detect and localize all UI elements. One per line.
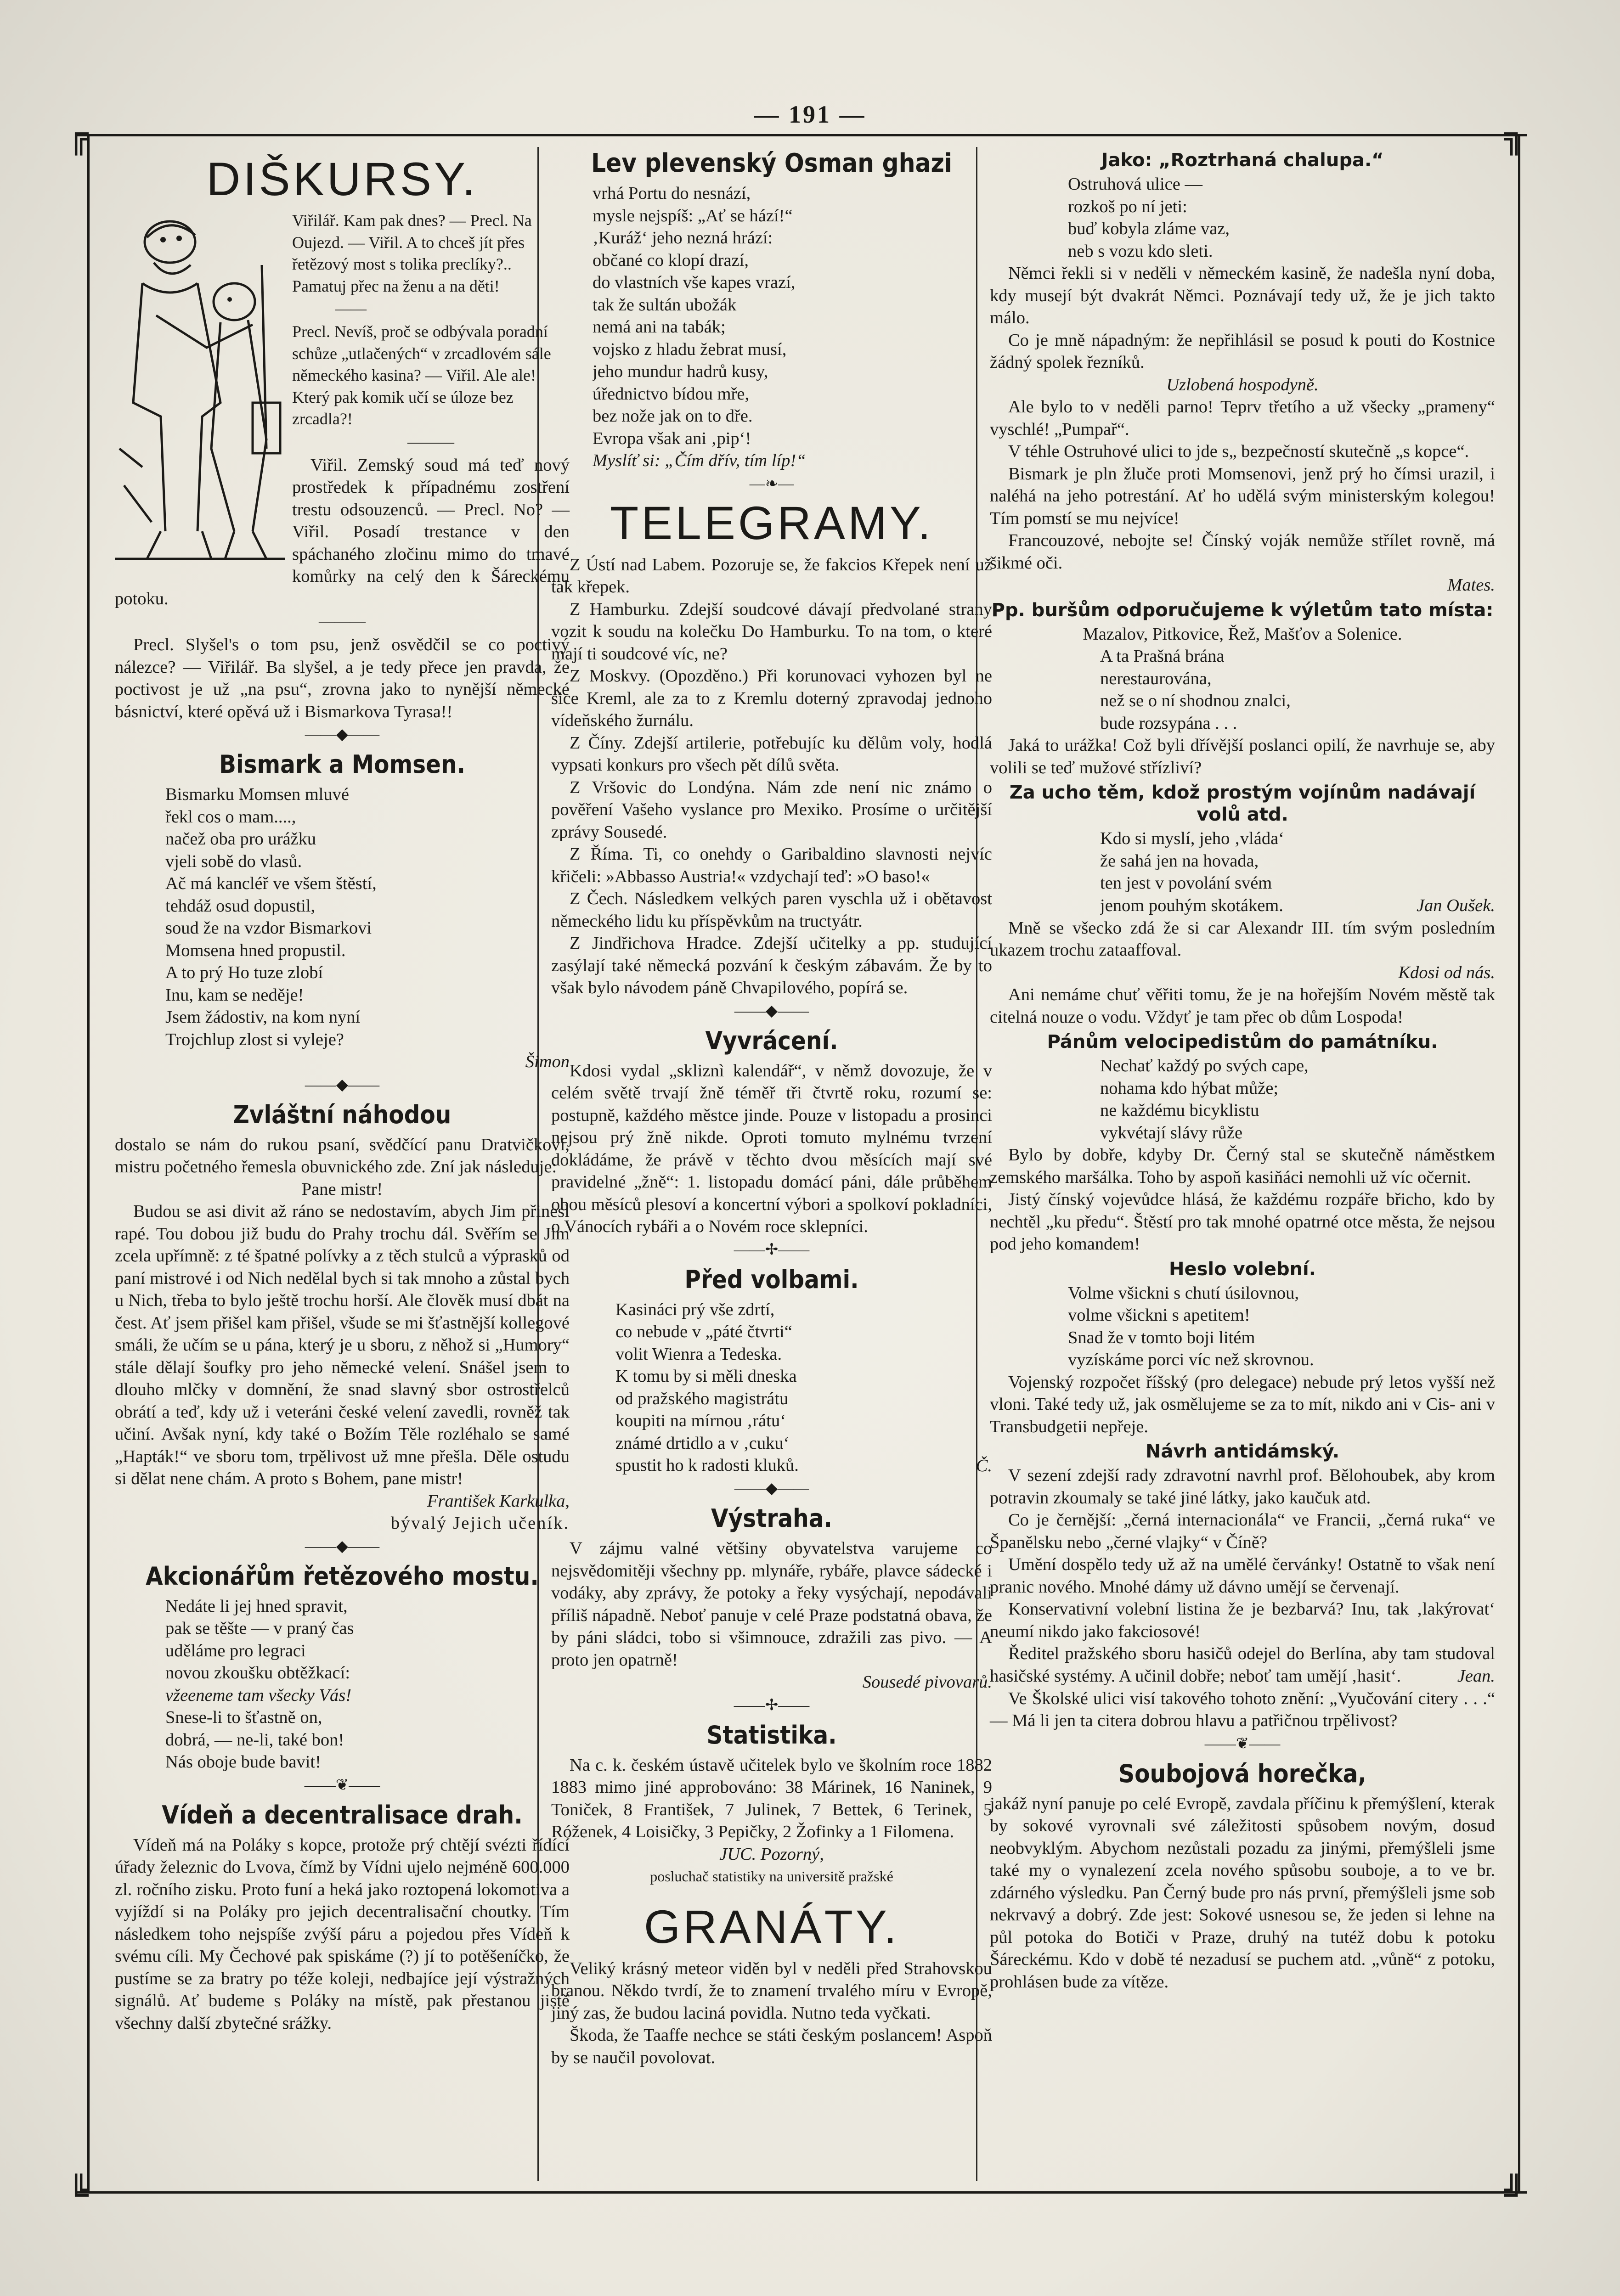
item-bismark: Bismark je pln žluče proti Momsenovi, jenž prý ho čímsi urazil, i naléhá na jeho potrestání. Ať ho udělá svým ministerským kolegou! Tím pomstí se mu nejvíce! xyxy=(990,464,1495,528)
statistika-signature: JUC. Pozorný, xyxy=(719,1844,824,1864)
verse-line: uděláme pro legraci xyxy=(165,1641,306,1660)
statistika-body: Na c. k. českém ústavě učitelek bylo ve školním roce 1882 1883 mimo jiné approbováno: 38 Márinek, 16 Naninek, 9 Toniček, 8 František, 7 Julinek, 7 Bettek, 6 Terinek, 5 Róženek, 4 Loisičky, 3 Pepičky, 2 Žofinky a 1 Filomena. xyxy=(551,1755,992,1841)
ornament-divider: ——❦—— xyxy=(1204,1735,1281,1752)
verse-line: jeho mundur hadrů kusy, xyxy=(593,362,768,381)
brana-verse xyxy=(990,645,1495,734)
vyvraceni-body: Kdosi vydal „skliznì kalendář“, v němž dovozuje, že v celém světě trvají žně téměř tři čtvrtě roku, rozumí se: postupně, každého městce jinde. Pouze v listopadu a prosinci nejsou prý žně nikde. Oproti tomuto mylnému tvrzení dokládáme, že právě v těchto dvou měsících mají své pravidelné „žně“: 1. listopadu domácí páni, dále průběhem obou měsíců plesoví a koncertní výbori a spolkoví pokladníci, o Vánocích rybáři a o Novém roce sklepníci. xyxy=(551,1061,992,1236)
verse-line: K tomu by si měli dneska xyxy=(615,1367,797,1386)
viden-body: Vídeň má na Poláky s kopce, protože prý chtějí svézti řídící úřady železnic do Lvova, čímž by Vídni ujelo nejméně 600.000 zl. ročního zisku. Proto funí a heká jako roztopená lokomotiva a vyjíždí si na Poláky pro jejich decentralisační choutky. Tím následkem toho nejspíše zvýší páru a pojedou přes Vídeň k svému cíli. My Čechové pak spiskáme (?) jí to potěšeníčko, že pustíme se za bratry po téže koleji, nedbajíce její výstražných signálů. Ať budeme s Poláky na místě, pak přestanou jistě všechny další zbytečné srážky. xyxy=(115,1835,570,2033)
nahoda-title: Zvláštní náhodou xyxy=(233,1100,452,1129)
ornament-divider: ——◆—— xyxy=(734,1002,809,1019)
verse-line: novou zkoušku obtěžkací: xyxy=(165,1663,350,1683)
verse-line: Volme všickni s chutí úsilovnou, xyxy=(1068,1283,1299,1303)
verse-line: vyzískáme porci víc než skrovnou. xyxy=(1068,1350,1314,1369)
item-alex: Mně se všecko zdá že si car Alexandr III. tím svým posledním ukazem trochu zataaffoval. xyxy=(990,918,1495,960)
volby-verse xyxy=(551,1299,992,1477)
verse-line: neb s vozu kdo sleti. xyxy=(1068,241,1213,261)
ornament-divider: ——◆—— xyxy=(305,1537,380,1555)
column-3 xyxy=(990,149,1495,1993)
short-rule: ——— xyxy=(407,433,454,450)
lev-verse xyxy=(551,182,992,472)
statistika-signature-line2: posluchač statistiky na universitě pražské xyxy=(650,1868,893,1885)
verse-line: bez nože jak on to dře. xyxy=(593,406,753,426)
item-napad: Co je mně nápadným: že nepřihlásil se posud k pouti do Kostnice žádný spolek řezníků. xyxy=(990,330,1495,372)
short-rule: ——— xyxy=(319,613,366,630)
verse-line: Inu, kam se neděje! xyxy=(165,985,304,1005)
telegramy-title: TELEGRAMY. xyxy=(610,496,934,549)
verse-line: nemá ani na tabák; xyxy=(593,317,726,337)
two-men-sketch-icon xyxy=(115,210,285,563)
verse-line: Nechať každý po svých cape, xyxy=(1100,1056,1309,1075)
item-umeni: Umění dospělo tedy už až na umělé červánky! Ostatně to však není pranic nového. Mnohé dámy už dávno umějí se červenají. xyxy=(990,1555,1495,1597)
heslo-verse xyxy=(990,1282,1495,1371)
dialog-paragraph-4: Precl. Slyšel's o tom psu, jenž osvědčil se co poctivý nálezce? — Viřilář. Ba slyšel, a je tedy přece jen pravda, že poctivost je už „na psu“, zrovna jako to nynější německé básnictví, které opěvá už i Bismarkova Tyrasa!! xyxy=(115,635,570,721)
verse-line: známé drtidlo a v ‚cuku‘ xyxy=(615,1433,790,1453)
verse-line: občané co klopí drazí, xyxy=(593,250,749,270)
item-konz: Konservativní volební listina že je bezbarvá? Inu, tak ‚lakýrovat‘ neumí nikdo jako fakciosové! xyxy=(990,1599,1495,1641)
verse-line: Evropa však ani ‚pip‘! xyxy=(593,428,751,448)
velo-verse xyxy=(990,1055,1495,1144)
item-urazka: Jaká to urážka! Což byli dřívější poslanci opilí, že navrhuje se, aby volili se teď mužové střízliví? xyxy=(990,736,1495,777)
granaty-paragraph: Veliký krásný meteor viděn byl v neděli před Strahovskou branou. Někdo tvrdí, že to znamení trvalého míru v Evropě, jiný zas, že budou laciná povidla. Nutno teda vyčkati. xyxy=(551,1958,992,2023)
verse-line: mysle nejspíš: „Ať se hází!“ xyxy=(593,206,793,225)
short-rule: —— xyxy=(335,300,367,317)
nahoda-salutation: Pane mistr! xyxy=(301,1179,383,1199)
dialog-paragraph-3: Viřil. Zemský soud má teď nový prostředek k případnému zostření trestu odsouzenců. — Precl. No? — Viřil. Posadí trestance v den spáchaného zločinu mimo do tmavé komůrky na celý den k Šáreckému potoku. xyxy=(115,455,570,608)
jako-title: Jako: „Roztrhaná chalupa.“ xyxy=(1101,150,1384,171)
soubojova-title: Soubojová horečka, xyxy=(1118,1759,1366,1788)
verse-line: že sahá jen na hovada, xyxy=(1100,851,1259,871)
item-napad-signature: Uzlobená hospodyně. xyxy=(1166,375,1319,394)
item-cernejsi: Co je černější: „černá internacionála“ ve Francii, „černá ruka“ ve Španělsku nebo „černé vlajky“ v Číně? xyxy=(990,1510,1495,1552)
item-cerny: Bylo by dobře, kdyby Dr. Černý stal se skutečně náměstkem zemského maršálka. Toho by aspoň kasiňáci nemohli už víc očernit. xyxy=(990,1145,1495,1187)
verse-line: bude rozsypána . . . xyxy=(1100,713,1237,733)
volby-title: Před volbami. xyxy=(684,1265,859,1294)
bismark-title: Bismark a Momsen. xyxy=(219,750,466,779)
item-alex-signature: Kdosi od nás. xyxy=(1398,962,1495,982)
verse-line: A ta Prašná brána xyxy=(1100,647,1225,666)
ucho-title: Za ucho těm, kdož prostým vojínům nadávají volů atd. xyxy=(1009,782,1476,825)
velo-title: Pánům velocipedistům do památníku. xyxy=(1047,1031,1438,1052)
viden-title: Vídeň a decentralisace drah. xyxy=(162,1800,523,1829)
telegram-item: Z Čech. Následkem velkých paren vyschla už i obětavost německého lidu ku příspěvkům na tructyátr. xyxy=(551,889,992,931)
verse-line: vrhá Portu do nesnází, xyxy=(593,184,751,203)
verse-line: koupiti na mírnou ‚rátu‘ xyxy=(615,1411,786,1430)
bursum-places: Mazalov, Pitkovice, Řež, Mašťov a Solenice. xyxy=(1083,624,1402,644)
volby-signature: Č. xyxy=(976,1456,992,1475)
verse-line: nohama kdo hýbat může; xyxy=(1100,1078,1279,1098)
verse-line: buď kobyla zláme vaz, xyxy=(1068,219,1230,238)
verse-line: pak se těšte — v praný čas xyxy=(165,1619,354,1638)
page-number: — 191 — xyxy=(754,101,866,128)
verse-line: vjeli sobě do vlasů. xyxy=(165,851,302,871)
verse-line: dobrá, — ne-li, také bon! xyxy=(165,1730,344,1750)
telegram-item: Z Jindřichova Hradce. Zdejší učitelky a pp. studující zasýlají také německá pozvání k českým zábavám. Že by to však bylo návodem páně Chvapilového, popírá se. xyxy=(551,934,992,997)
telegram-item: Z Číny. Zdejší artilerie, potřebujíc ku dělům voly, hodlá vypsati konkurs pro všech pět dílů světa. xyxy=(551,733,992,775)
verse-line: Bismarku Momsen mluvé xyxy=(165,785,349,804)
akcionari-title: Akcionářům řetězového mostu. xyxy=(146,1561,539,1591)
granaty-paragraph: Škoda, že Taaffe nechce se státi českým poslancem! Aspoň by se naučil povolovat. xyxy=(551,2026,992,2067)
verse-line: Momsena hned propustil. xyxy=(165,940,346,960)
item-hasic-signature: Jean. xyxy=(1457,1666,1495,1686)
akcionari-verse xyxy=(115,1595,570,1773)
corner-ornament-tr: ╗ xyxy=(1504,118,1524,155)
verse-line: Nás oboje bude bavit! xyxy=(165,1752,321,1772)
antidam-title: Návrh antidámský. xyxy=(1145,1441,1340,1462)
ornament-divider: —❧— xyxy=(749,475,794,492)
dialog-paragraph-2: Precl. Nevíš, proč se odbývala poradní schůze „utlačených“ v zrcadlovém sále německého kasina? — Viřil. Ale ale! Který pak komik učí se úloze bez zrcadla?! xyxy=(292,322,551,428)
verse-line: Snad že v tomto boji litém xyxy=(1068,1328,1255,1347)
verse-line: nerestaurována, xyxy=(1100,669,1212,688)
corner-ornament-bl: ╚ xyxy=(69,2174,89,2212)
verse-line: soud že na vzdor Bismarkovi xyxy=(165,918,372,938)
ornament-divider: ——✢—— xyxy=(734,1241,810,1258)
item-skol: Ve Školské ulici visí takového tohoto znění: „Vyučování citery . . .“ — Má li jen ta citera dobrou hlavu a patřičnou trpělivost? xyxy=(990,1688,1495,1730)
telegram-item: Z Říma. Ti, co onehdy o Garibaldino slavnosti nejvíc křičeli: »Abbasso Austria!« vzdychají teď: »O baso!« xyxy=(551,844,992,886)
ornament-divider: ——◆—— xyxy=(734,1480,809,1497)
bismark-verse xyxy=(115,783,570,1051)
dialog-paragraph-1: Viřilář. Kam pak dnes? — Precl. Na Oujezd. — Viřil. A to chceš jít přes řetězový most s tolika preclíky?.. Pamatuj přec na ženu a na děti! xyxy=(292,211,532,295)
verse-line: Jsem žádostiv, na kom nyní xyxy=(165,1007,361,1027)
bursum-title: Pp. buršům odporučujeme k výletům tato místa: xyxy=(991,599,1494,621)
nahoda-body: Budou se asi divit až ráno se nedostavím, abych Jim přinesl rapé. Tou dobou již budu do Prahy trochu dál. Svěřím se Jim zcela upřímně: z té špatné polívky a z těch stulců a výprasků od paní mistrové i od Nich nedělal bych si tak mnoho a zůstal bych u Nich, třeba to bylo ještě trochu horší. Ale člověk musí dbát na čest. Ať jsem přišel kam přišel, všude se mi šťastnější kollegové smáli, že učím se u pána, který je u sboru, z něhož si „Humory“ stále dělají šoufky pro jeho německé velení. Snášel jsem to dlouho mlčky v domnění, že snad slavný sbor ostrostřelců obrátí a teď, kdy už i veteráni české velení zavedli, rovněž tak učiní. Avšak nyní, kdy také o Božím Těle rozléhalo se samé „Hapták!“ ve sboru tom, trpělivost už mne přešla. Děle ostudu si dělat nene chám. A proto s Bohem, pane mistr! xyxy=(115,1202,570,1488)
vystraha-signature: Sousedé pivovarů. xyxy=(862,1672,992,1692)
verse-line: úřednictvo bídou mře, xyxy=(593,384,750,404)
verse-line: volit Wienra a Tedeska. xyxy=(615,1344,782,1364)
diskursy-title: DIŠKURSY. xyxy=(206,153,478,205)
verse-line: ‚Kuráž‘ jeho nezná hrází: xyxy=(593,228,773,248)
verse-line: co nebude v „páté čtvrti“ xyxy=(615,1322,792,1341)
item-antidam: V sezení zdejší rady zdravotní navrhl prof. Bělohoubek, aby krom potravin zkoumaly se také jiné látky, jako kaučuk atd. xyxy=(990,1466,1495,1508)
diskursy-illustration xyxy=(115,210,285,563)
item-chut: Ani nemáme chuť věřiti tomu, že je na hořejším Novém městě tak citelná nouze o vodu. Vždyť je tam přec ob dům Lospoda! xyxy=(990,985,1495,1027)
verse-line: řekl cos o mam...., xyxy=(165,807,296,827)
frame-bottom-rule xyxy=(76,2191,1527,2194)
nahoda-signature: František Karkulka, xyxy=(427,1491,570,1511)
verse-line: Ostruhová ulice — xyxy=(1068,174,1202,194)
verse-line: A to prý Ho tuze zlobí xyxy=(165,963,323,982)
nahoda-intro: dostalo se nám do rukou psaní, svědčící panu Dratvičkovi, mistru početného řemesla obuvnického zde. Zní jak následuje: xyxy=(115,1135,570,1176)
statistika-title: Statistika. xyxy=(706,1720,837,1750)
verse-line: tehdáž osud dopustil, xyxy=(165,896,316,916)
telegram-item: Z Moskvy. (Opozděno.) Při korunovaci vyhozen byl ne sice Kreml, ale za to z Kremlu doterný zpravodaj jednoho vídeňského žurnálu. xyxy=(551,666,992,730)
verse-line: Snese-li to šťastně on, xyxy=(165,1708,322,1727)
frame-top-rule xyxy=(76,134,1527,136)
ornament-divider: ——❦—— xyxy=(304,1776,380,1794)
ornament-divider: ——✢—— xyxy=(734,1696,810,1714)
heslo-title: Heslo volební. xyxy=(1169,1258,1316,1280)
verse-line: ten jest v povolání svém xyxy=(1100,873,1272,893)
verse-line: Nedáte li jej hned spravit, xyxy=(165,1596,348,1616)
verse-line: vžeeneme tam všecky Vás! xyxy=(165,1685,352,1705)
frame-right-rule xyxy=(1518,134,1520,2191)
verse-line: vojsko z hladu žebrat musí, xyxy=(593,339,787,359)
soubojova-body: jakáž nyní panuje po celé Evropě, zavdala příčinu k přemýšlení, kterak by sokové vyrovnali své záležitosti spůsobem novým, dosud neobvyklým. Abychom nezůstali pozadu za jinými, přemýšleli jsme také my o vynalezení zcela nového spůsobu souboje, a to ve br. zdárného výsledku. Pan Černý bude pro nás první, přemýšleli jsme sob nekrvavý a dobrý. Zde jest: Sokové usnesou se, že jeden si lehne na půl potoka do Botiči v Praze, druhý na tutéž dobu k potoku Šáreckému. Kdo v době té nezadusí se puchem atd. „vůně“ z potoku, prohlásen bude za vítěze. xyxy=(990,1794,1495,1992)
verse-line: Ač má kancléř ve všem štěstí, xyxy=(165,874,377,893)
item-vojevudce: Jistý čínský vojevůdce hlásá, že každému rozpáře břicho, kdo by nechtěl „ku předu“. Štěstí pro tak mnohé opatrné otce města, že nejsou pod jeho komandem! xyxy=(990,1190,1495,1254)
ornament-divider: ——◆—— xyxy=(305,726,380,743)
item-hasic: Ředitel pražského sboru hasičů odejel do Berlína, aby tam studoval hasičské systémy. A učinil dobře; neboť tam umějí ‚hasit‘. xyxy=(990,1644,1495,1686)
vyvraceni-title: Vyvrácení. xyxy=(705,1026,838,1055)
verse-line: volme všickni s apetitem! xyxy=(1068,1306,1250,1325)
verse-line: načež oba pro urážku xyxy=(165,829,316,849)
verse-line: spustit ho k radosti kluků. xyxy=(615,1456,799,1475)
item-franc: Francouzové, nebojte se! Čínský voják nemůže střílet rovně, má šikmé oči. xyxy=(990,531,1495,573)
verse-line: ne každému bicyklistu xyxy=(1100,1101,1259,1120)
item-nemci: Němci řekli si v neděli v německém kasině, že nadešla nyní doba, kdy musejí být dvakrát Němci. Poznávají tedy už, že je jich takto málo. xyxy=(990,264,1495,327)
verse-line: Myslíť si: „Čím dřív, tím líp!“ xyxy=(593,451,806,470)
verse-line: vykvétají slávy růže xyxy=(1100,1123,1243,1142)
bismark-signature: Šimon xyxy=(525,1052,570,1071)
vystraha-body: V zájmu valné většiny obyvatelstva varujeme co nejsvědomitěji všechny pp. mlynáře, rybáře, plavce sádecké i vodáky, aby zprávy, že potoky a řeky vysýchají, nepodávali příliš nápadně. Neboť panuje v celé Praze podstatná obava, že by páni sládci, tobo si všimnouce, zdražili zas pivo. — A proto jen opatrně! xyxy=(551,1539,992,1670)
verse-line: do vlastních vše kapes vrazí, xyxy=(593,273,796,292)
item-parno: Ale bylo to v neděli parno! Teprv třetího a už všecky „prameny“ vyschlé! „Pumpař“. xyxy=(990,397,1495,439)
ucho-signature: Jan Oušek. xyxy=(1416,896,1495,915)
telegram-item: Z Ústí nad Labem. Pozoruje se, že fakcios Křepek není už tak křepek. xyxy=(551,555,992,597)
verse-line: tak že sultán ubožák xyxy=(593,295,737,315)
verse-line: rozkoš po ní jeti: xyxy=(1068,197,1187,216)
frame-left-rule xyxy=(87,134,90,2191)
verse-line: Kdo si myslí, jeho ‚vláda‘ xyxy=(1100,829,1284,848)
verse-line: Kasináci prý vše zdrtí, xyxy=(615,1300,775,1319)
verse-line: než se o ní shodnou znalci, xyxy=(1100,691,1291,710)
corner-ornament-br: ╝ xyxy=(1504,2174,1524,2212)
vystraha-title: Výstraha. xyxy=(711,1504,832,1533)
nahoda-signature-line2: bývalý Jejich učeník. xyxy=(390,1514,570,1533)
verse-line: jenom pouhým skotákem. xyxy=(1100,895,1283,915)
granaty-title: GRANÁTY. xyxy=(643,1900,900,1953)
jako-verse xyxy=(990,173,1495,262)
item-ostruh: V téhle Ostruhové ulici to jde s„ bezpečností skutečně „s kopce“. xyxy=(1008,442,1469,461)
ornament-divider: ——◆—— xyxy=(305,1076,380,1093)
verse-line: Trojchlup zlost si vyleje? xyxy=(165,1030,344,1049)
column-2 xyxy=(551,149,992,2069)
item-rozpocet: Vojenský rozpočet říšský (pro delegace) nebude prý letos vyšší než vloni. Také tedy už, jak osmělujeme se za to mít, nikdo ani v Cis- ani v Transbudgetii nepřeje. xyxy=(990,1372,1495,1436)
item-franc-signature: Mates. xyxy=(1447,575,1495,595)
telegram-item: Z Hamburku. Zdejší soudcové dávají předvolané strany vozit k soudu na kolečku Do Hamburku. To na tom, o které mají ti soudcové víc, ne? xyxy=(551,599,992,664)
column-1 xyxy=(115,149,570,2034)
lev-title: Lev plevenský Osman ghazi xyxy=(591,148,953,178)
corner-ornament-tl: ╔ xyxy=(69,118,89,155)
telegram-item: Z Vršovic do Londýna. Nám zde není nic známo o pověření Vašeho vyslance pro Mexiko. Prosíme o určitější zprávy Sousedé. xyxy=(551,777,992,842)
verse-line: od pražského magistrátu xyxy=(615,1389,789,1408)
